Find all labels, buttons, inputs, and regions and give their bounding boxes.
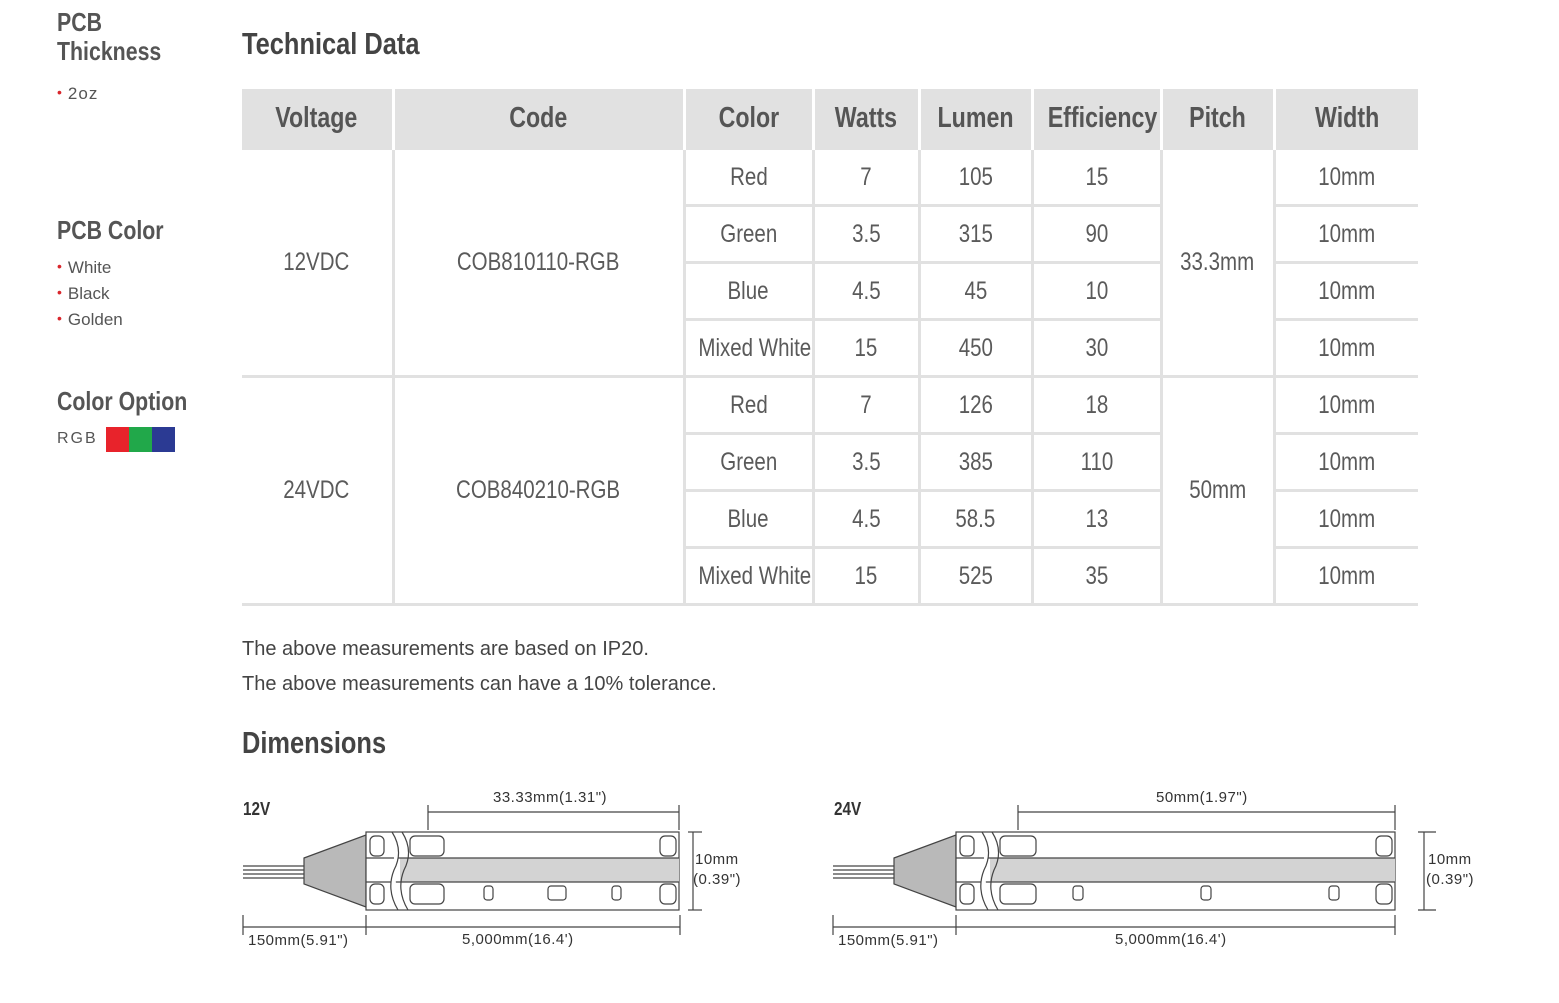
watts-cell: 15: [813, 548, 919, 605]
watts-cell: 7: [813, 149, 919, 206]
watts-cell: 3.5: [813, 434, 919, 491]
watts-cell: 3.5: [813, 206, 919, 263]
efficiency-cell: 90: [1032, 206, 1161, 263]
diagram-12v-width-mm: 10mm: [695, 851, 739, 868]
width-cell: 10mm: [1274, 206, 1418, 263]
diagram-24v-lead-length: 150mm(5.91"): [838, 932, 939, 949]
width-cell: 10mm: [1274, 149, 1418, 206]
header-width: Width: [1274, 89, 1418, 149]
efficiency-cell: 13: [1032, 491, 1161, 548]
watts-cell: 7: [813, 377, 919, 434]
header-voltage: Voltage: [242, 89, 393, 149]
diagram-12v-lead-length: 150mm(5.91"): [248, 932, 349, 949]
color-cell: Mixed White: [684, 548, 813, 605]
bullet-icon: •: [57, 258, 62, 274]
diagram-24v-pitch: 50mm(1.97"): [1156, 789, 1248, 806]
code-cell: COB810110-RGB: [393, 149, 684, 377]
width-cell: 10mm: [1274, 491, 1418, 548]
pcb-thickness-value: 2oz: [67, 84, 99, 103]
width-cell: 10mm: [1274, 263, 1418, 320]
pcb-color-black: Black: [67, 284, 110, 303]
note-ip20: The above measurements are based on IP20.: [242, 638, 649, 660]
color-option-title: Color Option: [57, 386, 188, 416]
pcb-color-title: PCB Color: [57, 215, 164, 245]
color-cell: Red: [684, 377, 813, 434]
lumen-cell: 525: [919, 548, 1032, 605]
color-cell: Blue: [684, 491, 813, 548]
width-cell: 10mm: [1274, 434, 1418, 491]
diagram-12v-pitch: 33.33mm(1.31"): [493, 789, 608, 806]
efficiency-cell: 10: [1032, 263, 1161, 320]
header-code: Code: [393, 89, 684, 149]
efficiency-cell: 18: [1032, 377, 1161, 434]
lumen-cell: 315: [919, 206, 1032, 263]
lumen-cell: 105: [919, 149, 1032, 206]
lumen-cell: 385: [919, 434, 1032, 491]
watts-cell: 4.5: [813, 491, 919, 548]
diagram-24v-width-mm: 10mm: [1428, 851, 1472, 868]
width-cell: 10mm: [1274, 548, 1418, 605]
lumen-cell: 45: [919, 263, 1032, 320]
width-cell: 10mm: [1274, 377, 1418, 434]
pitch-cell: 33.3mm: [1161, 149, 1274, 377]
code-cell: COB840210-RGB: [393, 377, 684, 605]
watts-cell: 4.5: [813, 263, 919, 320]
lumen-cell: 450: [919, 320, 1032, 377]
diagram-24v-label: 24V: [834, 799, 862, 819]
lumen-cell: 126: [919, 377, 1032, 434]
pcb-thickness-title-line2: Thickness: [57, 36, 162, 66]
header-color: Color: [684, 89, 813, 149]
efficiency-cell: 35: [1032, 548, 1161, 605]
pcb-thickness-title-line1: PCB: [57, 7, 103, 37]
color-cell: Red: [684, 149, 813, 206]
color-option-label: RGB: [57, 430, 98, 447]
pcb-color-golden: Golden: [67, 310, 123, 329]
technical-data-title: Technical Data: [242, 26, 420, 61]
color-cell: Green: [684, 206, 813, 263]
watts-cell: 15: [813, 320, 919, 377]
color-cell: Green: [684, 434, 813, 491]
pcb-color-white: White: [67, 258, 112, 277]
color-cell: Blue: [684, 263, 813, 320]
voltage-cell: 24VDC: [242, 377, 393, 605]
header-watts: Watts: [813, 89, 919, 149]
efficiency-cell: 30: [1032, 320, 1161, 377]
diagram-12v-strip-length: 5,000mm(16.4'): [462, 931, 574, 948]
bullet-icon: •: [57, 284, 62, 300]
header-pitch: Pitch: [1161, 89, 1274, 149]
efficiency-cell: 15: [1032, 149, 1161, 206]
diagram-24v-strip-length: 5,000mm(16.4'): [1115, 931, 1227, 948]
lumen-cell: 58.5: [919, 491, 1032, 548]
bullet-icon: •: [57, 310, 62, 326]
diagram-12v-width-in: (0.39"): [693, 871, 742, 888]
pitch-cell: 50mm: [1161, 377, 1274, 605]
header-efficiency: Efficiency: [1032, 89, 1161, 149]
width-cell: 10mm: [1274, 320, 1418, 377]
efficiency-cell: 110: [1032, 434, 1161, 491]
diagram-24v-width-in: (0.39"): [1426, 871, 1475, 888]
bullet-icon: •: [57, 84, 62, 100]
note-tolerance: The above measurements can have a 10% tolerance.: [242, 673, 717, 695]
diagram-12v-label: 12V: [243, 799, 271, 819]
header-lumen: Lumen: [919, 89, 1032, 149]
voltage-cell: 12VDC: [242, 149, 393, 377]
dimensions-title: Dimensions: [242, 725, 387, 760]
color-cell: Mixed White: [684, 320, 813, 377]
